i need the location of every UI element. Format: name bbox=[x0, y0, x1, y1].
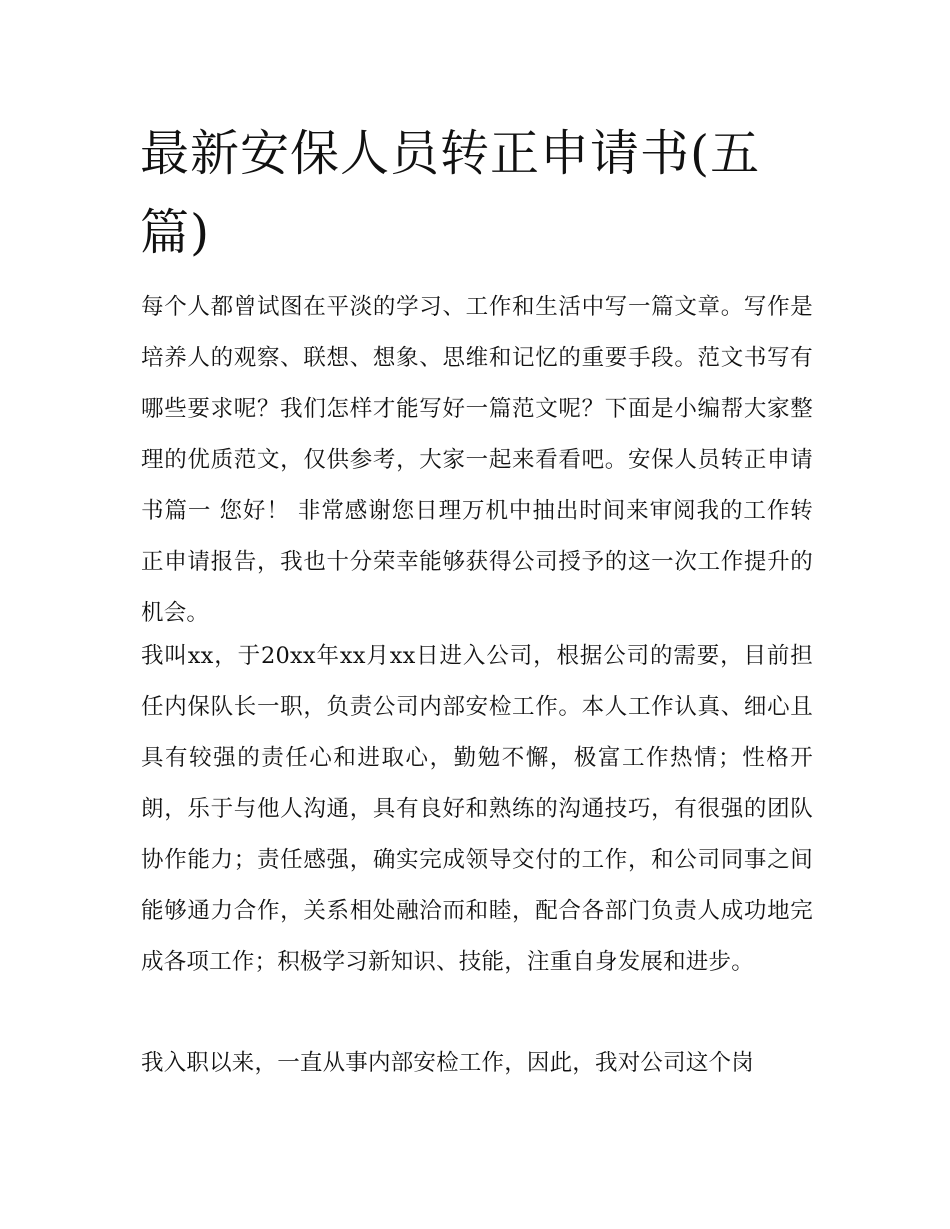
paragraph-intro: 每个人都曾试图在平淡的学习、工作和生活中写一篇文章。写作是培养人的观察、联想、想象、思维和记忆的重要手段。范文书写有哪些要求呢？我们怎样才能写好一篇范文呢？下面是小编帮大家整理的优质范文，仅供参考，大家一起来看看吧。安保人员转正申请书篇一 您好！ 非常感谢您日理万机中抽出时间来审阅我的工作转正申请报告，我也十分荣幸能够获得公司授予的这一次工作提升的机会。 bbox=[141, 294, 813, 626]
paragraph-work-experience: 我入职以来，一直从事内部安检工作，因此，我对公司这个岗 bbox=[141, 1050, 754, 1076]
document-title: 最新安保人员转正申请书(五篇) bbox=[140, 125, 761, 261]
paragraph-self-introduction: 我叫xx，于20xx年xx月xx日进入公司，根据公司的需要，目前担任内保队长一职，负责公司内部安检工作。本人工作认真、细心且具有较强的责任心和进取心，勤勉不懈，极富工作热情；性格开朗，乐于与他人沟通，具有良好和熟练的沟通技巧，有很强的团队协作能力；责任感强，确实完成领导交付的工作，和公司同事之间能够通力合作，关系相处融洽而和睦，配合各部门负责人成功地完成各项工作；积极学习新知识、技能，注重自身发展和进步。 bbox=[141, 643, 813, 975]
